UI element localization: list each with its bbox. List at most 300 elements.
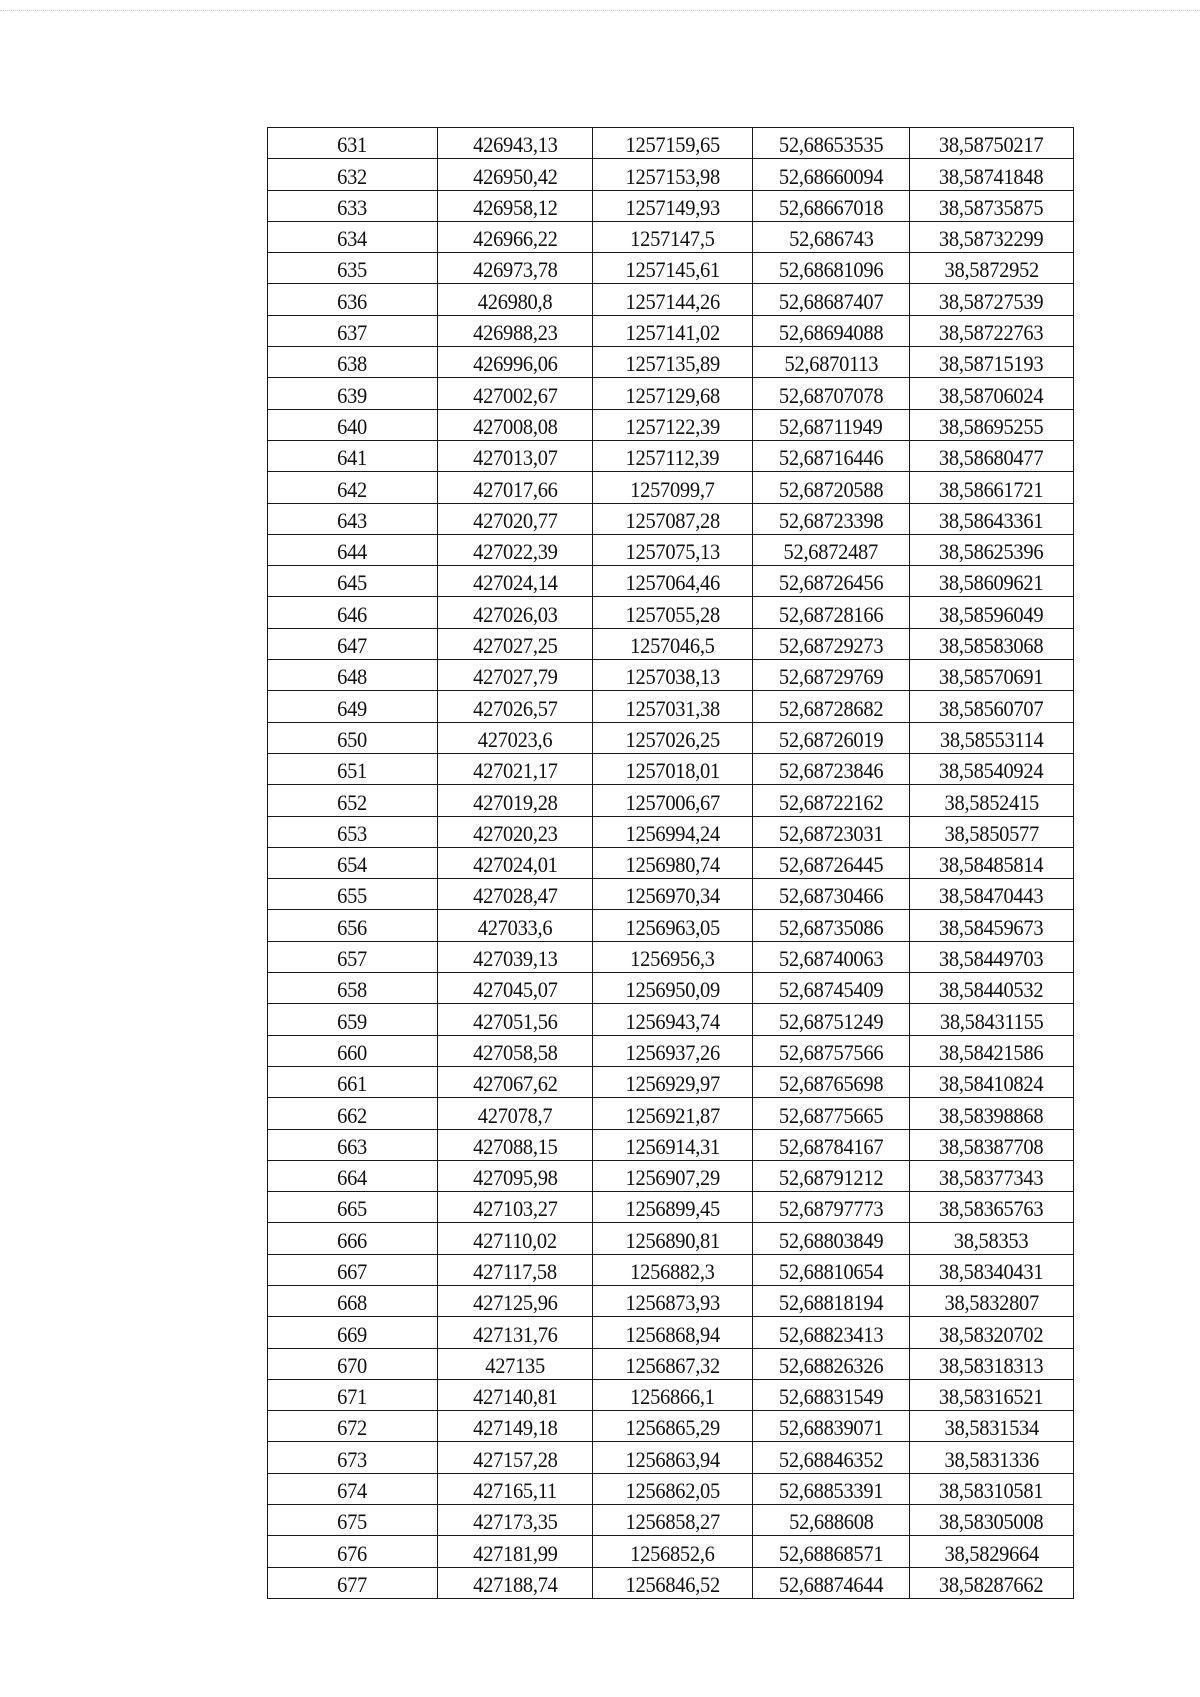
cell-text: 52,68653535 xyxy=(778,132,884,158)
table-row xyxy=(268,1411,1074,1442)
y-coordinate-cell xyxy=(593,785,753,816)
cell-text: 639 xyxy=(337,382,368,408)
x-coordinate-cell xyxy=(438,347,593,378)
cell-text: 660 xyxy=(337,1039,368,1065)
cell-text: 52,68660094 xyxy=(778,163,884,189)
cell-text: 52,68667018 xyxy=(778,194,884,220)
latitude-cell xyxy=(753,190,910,221)
cell-text: 38,58449703 xyxy=(939,946,1044,972)
cell-text: 1256950,09 xyxy=(625,977,720,1003)
x-coordinate-cell xyxy=(438,440,593,471)
cell-text: 52,68723846 xyxy=(778,758,884,784)
cell-text: 1256980,74 xyxy=(625,852,720,878)
cell-text: 38,58727539 xyxy=(939,288,1044,314)
cell-text: 38,58421586 xyxy=(939,1039,1044,1065)
cell-text: 427051,56 xyxy=(472,1008,558,1034)
cell-text: 38,5832807 xyxy=(944,1290,1039,1316)
cell-text: 1256858,27 xyxy=(625,1509,720,1535)
point-number-cell xyxy=(268,378,438,409)
cell-text: 427020,77 xyxy=(472,507,558,533)
cell-text: 1256937,26 xyxy=(625,1039,720,1065)
latitude-cell xyxy=(753,1066,910,1097)
cell-text: 631 xyxy=(337,132,368,158)
cell-text: 1256929,97 xyxy=(625,1071,720,1097)
latitude-cell xyxy=(753,1411,910,1442)
longitude-cell xyxy=(910,1285,1074,1316)
x-coordinate-cell xyxy=(438,566,593,597)
cell-text: 649 xyxy=(337,695,368,721)
cell-text: 52,68726456 xyxy=(778,570,884,596)
longitude-cell xyxy=(910,221,1074,252)
table-row xyxy=(268,128,1074,159)
cell-text: 52,68846352 xyxy=(778,1446,884,1472)
cell-text: 669 xyxy=(337,1321,368,1347)
cell-text: 676 xyxy=(337,1540,368,1566)
cell-text: 1257135,89 xyxy=(625,351,720,377)
latitude-cell xyxy=(753,1442,910,1473)
y-coordinate-cell xyxy=(593,1473,753,1504)
cell-text: 426943,13 xyxy=(472,132,558,158)
table-row xyxy=(268,503,1074,534)
latitude-cell xyxy=(753,378,910,409)
x-coordinate-cell xyxy=(438,1098,593,1129)
x-coordinate-cell xyxy=(438,503,593,534)
cell-text: 427149,18 xyxy=(472,1415,558,1441)
table-row xyxy=(268,315,1074,346)
longitude-cell xyxy=(910,1317,1074,1348)
y-coordinate-cell xyxy=(593,503,753,534)
latitude-cell xyxy=(753,534,910,565)
cell-text: 52,68728166 xyxy=(778,601,884,627)
longitude-cell xyxy=(910,128,1074,159)
x-coordinate-cell xyxy=(438,879,593,910)
latitude-cell xyxy=(753,159,910,190)
cell-text: 38,58722763 xyxy=(939,320,1044,346)
y-coordinate-cell xyxy=(593,253,753,284)
scan-top-edge-line xyxy=(0,10,1200,11)
table-row xyxy=(268,628,1074,659)
x-coordinate-cell xyxy=(438,534,593,565)
latitude-cell xyxy=(753,941,910,972)
cell-text: 52,68765698 xyxy=(778,1071,884,1097)
cell-text: 52,68730466 xyxy=(778,883,884,909)
cell-text: 52,68687407 xyxy=(778,288,884,314)
cell-text: 52,68839071 xyxy=(778,1415,884,1441)
cell-text: 52,68681096 xyxy=(778,257,884,283)
x-coordinate-cell xyxy=(438,1536,593,1567)
point-number-cell xyxy=(268,879,438,910)
cell-text: 38,58377343 xyxy=(939,1165,1044,1191)
point-number-cell xyxy=(268,1348,438,1379)
x-coordinate-cell xyxy=(438,159,593,190)
cell-text: 38,58398868 xyxy=(939,1102,1044,1128)
cell-text: 38,58353 xyxy=(954,1227,1029,1253)
cell-text: 663 xyxy=(337,1133,368,1159)
table-row xyxy=(268,1505,1074,1536)
point-number-cell xyxy=(268,1411,438,1442)
latitude-cell xyxy=(753,597,910,628)
latitude-cell xyxy=(753,253,910,284)
y-coordinate-cell xyxy=(593,190,753,221)
y-coordinate-cell xyxy=(593,973,753,1004)
point-number-cell xyxy=(268,1317,438,1348)
y-coordinate-cell xyxy=(593,378,753,409)
latitude-cell xyxy=(753,1160,910,1191)
cell-text: 1257075,13 xyxy=(625,539,720,565)
x-coordinate-cell xyxy=(438,1473,593,1504)
cell-text: 427039,13 xyxy=(472,946,558,972)
cell-text: 635 xyxy=(337,257,368,283)
x-coordinate-cell xyxy=(438,1192,593,1223)
cell-text: 1256868,94 xyxy=(625,1321,720,1347)
x-coordinate-cell xyxy=(438,409,593,440)
longitude-cell xyxy=(910,566,1074,597)
table-row xyxy=(268,378,1074,409)
cell-text: 1257159,65 xyxy=(625,132,720,158)
longitude-cell xyxy=(910,503,1074,534)
x-coordinate-cell xyxy=(438,660,593,691)
latitude-cell xyxy=(753,1098,910,1129)
x-coordinate-cell xyxy=(438,1004,593,1035)
cell-text: 1257149,93 xyxy=(625,194,720,220)
cell-text: 1256943,74 xyxy=(625,1008,720,1034)
cell-text: 1257006,67 xyxy=(625,789,720,815)
point-number-cell xyxy=(268,628,438,659)
x-coordinate-cell xyxy=(438,1066,593,1097)
cell-text: 38,58320702 xyxy=(939,1321,1044,1347)
cell-text: 52,68722162 xyxy=(778,789,884,815)
table-row xyxy=(268,347,1074,378)
cell-text: 1257026,25 xyxy=(625,726,720,752)
longitude-cell xyxy=(910,1567,1074,1598)
latitude-cell xyxy=(753,284,910,315)
point-number-cell xyxy=(268,1160,438,1191)
y-coordinate-cell xyxy=(593,1379,753,1410)
y-coordinate-cell xyxy=(593,597,753,628)
y-coordinate-cell xyxy=(593,1098,753,1129)
longitude-cell xyxy=(910,691,1074,722)
cell-text: 38,58305008 xyxy=(939,1509,1044,1535)
cell-text: 427188,74 xyxy=(472,1571,558,1597)
table-row xyxy=(268,1567,1074,1598)
point-number-cell xyxy=(268,1192,438,1223)
cell-text: 1257153,98 xyxy=(625,163,720,189)
cell-text: 427095,98 xyxy=(472,1165,558,1191)
longitude-cell xyxy=(910,1254,1074,1285)
y-coordinate-cell xyxy=(593,1066,753,1097)
cell-text: 38,58661721 xyxy=(939,476,1044,502)
cell-text: 654 xyxy=(337,852,368,878)
cell-text: 634 xyxy=(337,226,368,252)
latitude-cell xyxy=(753,785,910,816)
cell-text: 657 xyxy=(337,946,368,972)
x-coordinate-cell xyxy=(438,785,593,816)
cell-text: 638 xyxy=(337,351,368,377)
point-number-cell xyxy=(268,1223,438,1254)
point-number-cell xyxy=(268,910,438,941)
cell-text: 427008,08 xyxy=(472,413,558,439)
cell-text: 38,58318313 xyxy=(939,1352,1044,1378)
longitude-cell xyxy=(910,973,1074,1004)
latitude-cell xyxy=(753,1473,910,1504)
cell-text: 38,5852415 xyxy=(944,789,1039,815)
x-coordinate-cell xyxy=(438,221,593,252)
x-coordinate-cell xyxy=(438,1411,593,1442)
cell-text: 427013,07 xyxy=(472,445,558,471)
point-number-cell xyxy=(268,1035,438,1066)
longitude-cell xyxy=(910,1066,1074,1097)
cell-text: 1257144,26 xyxy=(625,288,720,314)
cell-text: 1257087,28 xyxy=(625,507,720,533)
point-number-cell xyxy=(268,284,438,315)
longitude-cell xyxy=(910,910,1074,941)
point-number-cell xyxy=(268,566,438,597)
longitude-cell xyxy=(910,1536,1074,1567)
cell-text: 52,68729769 xyxy=(778,664,884,690)
cell-text: 670 xyxy=(337,1352,368,1378)
cell-text: 52,68729273 xyxy=(778,633,884,659)
cell-text: 1257038,13 xyxy=(625,664,720,690)
table-row xyxy=(268,409,1074,440)
cell-text: 427045,07 xyxy=(472,977,558,1003)
cell-text: 52,68831549 xyxy=(778,1384,884,1410)
cell-text: 427028,47 xyxy=(472,883,558,909)
cell-text: 52,68757566 xyxy=(778,1039,884,1065)
longitude-cell xyxy=(910,1379,1074,1410)
table-row xyxy=(268,597,1074,628)
table-row xyxy=(268,660,1074,691)
cell-text: 641 xyxy=(337,445,368,471)
x-coordinate-cell xyxy=(438,910,593,941)
cell-text: 672 xyxy=(337,1415,368,1441)
cell-text: 645 xyxy=(337,570,368,596)
table-row xyxy=(268,472,1074,503)
y-coordinate-cell xyxy=(593,1442,753,1473)
cell-text: 1256963,05 xyxy=(625,914,720,940)
y-coordinate-cell xyxy=(593,1567,753,1598)
table-row xyxy=(268,1160,1074,1191)
point-number-cell xyxy=(268,347,438,378)
cell-text: 1256867,32 xyxy=(625,1352,720,1378)
point-number-cell xyxy=(268,1004,438,1035)
x-coordinate-cell xyxy=(438,973,593,1004)
cell-text: 427088,15 xyxy=(472,1133,558,1159)
cell-text: 426958,12 xyxy=(472,194,558,220)
cell-text: 637 xyxy=(337,320,368,346)
cell-text: 1257055,28 xyxy=(625,601,720,627)
table-row xyxy=(268,1348,1074,1379)
cell-text: 1256852,6 xyxy=(630,1540,715,1566)
longitude-cell xyxy=(910,1098,1074,1129)
cell-text: 38,5831336 xyxy=(944,1446,1039,1472)
cell-text: 38,58316521 xyxy=(939,1384,1044,1410)
latitude-cell xyxy=(753,440,910,471)
y-coordinate-cell xyxy=(593,847,753,878)
cell-text: 52,68745409 xyxy=(778,977,884,1003)
cell-text: 1256846,52 xyxy=(625,1571,720,1597)
cell-text: 38,58732299 xyxy=(939,226,1044,252)
cell-text: 673 xyxy=(337,1446,368,1472)
cell-text: 1257099,7 xyxy=(630,476,715,502)
point-number-cell xyxy=(268,1473,438,1504)
point-number-cell xyxy=(268,597,438,628)
point-number-cell xyxy=(268,253,438,284)
y-coordinate-cell xyxy=(593,1505,753,1536)
cell-text: 38,58570691 xyxy=(939,664,1044,690)
latitude-cell xyxy=(753,910,910,941)
latitude-cell xyxy=(753,1192,910,1223)
latitude-cell xyxy=(753,1379,910,1410)
cell-text: 52,68735086 xyxy=(778,914,884,940)
x-coordinate-cell xyxy=(438,1160,593,1191)
table-row xyxy=(268,1536,1074,1567)
y-coordinate-cell xyxy=(593,159,753,190)
y-coordinate-cell xyxy=(593,221,753,252)
point-number-cell xyxy=(268,847,438,878)
latitude-cell xyxy=(753,1035,910,1066)
latitude-cell xyxy=(753,660,910,691)
coordinates-table-body xyxy=(268,128,1074,1599)
cell-text: 38,58540924 xyxy=(939,758,1044,784)
y-coordinate-cell xyxy=(593,1348,753,1379)
cell-text: 1256907,29 xyxy=(625,1165,720,1191)
cell-text: 52,68874644 xyxy=(778,1571,884,1597)
x-coordinate-cell xyxy=(438,1254,593,1285)
latitude-cell xyxy=(753,691,910,722)
x-coordinate-cell xyxy=(438,1567,593,1598)
cell-text: 427140,81 xyxy=(472,1384,558,1410)
cell-text: 38,58365763 xyxy=(939,1196,1044,1222)
latitude-cell xyxy=(753,1348,910,1379)
table-row xyxy=(268,785,1074,816)
y-coordinate-cell xyxy=(593,753,753,784)
x-coordinate-cell xyxy=(438,1379,593,1410)
longitude-cell xyxy=(910,753,1074,784)
cell-text: 52,686743 xyxy=(788,226,874,252)
longitude-cell xyxy=(910,409,1074,440)
table-row xyxy=(268,1379,1074,1410)
cell-text: 1256914,31 xyxy=(625,1133,720,1159)
x-coordinate-cell xyxy=(438,941,593,972)
cell-text: 1256899,45 xyxy=(625,1196,720,1222)
longitude-cell xyxy=(910,534,1074,565)
point-number-cell xyxy=(268,159,438,190)
longitude-cell xyxy=(910,1035,1074,1066)
cell-text: 52,68726445 xyxy=(778,852,884,878)
cell-text: 1257129,68 xyxy=(625,382,720,408)
cell-text: 52,68797773 xyxy=(778,1196,884,1222)
y-coordinate-cell xyxy=(593,941,753,972)
y-coordinate-cell xyxy=(593,628,753,659)
y-coordinate-cell xyxy=(593,1317,753,1348)
table-row xyxy=(268,910,1074,941)
cell-text: 38,58735875 xyxy=(939,194,1044,220)
latitude-cell xyxy=(753,1254,910,1285)
cell-text: 427125,96 xyxy=(472,1290,558,1316)
point-number-cell xyxy=(268,315,438,346)
y-coordinate-cell xyxy=(593,347,753,378)
cell-text: 52,68723031 xyxy=(778,820,884,846)
table-row xyxy=(268,1192,1074,1223)
table-row xyxy=(268,440,1074,471)
y-coordinate-cell xyxy=(593,722,753,753)
longitude-cell xyxy=(910,1223,1074,1254)
cell-text: 675 xyxy=(337,1509,368,1535)
y-coordinate-cell xyxy=(593,440,753,471)
cell-text: 427022,39 xyxy=(472,539,558,565)
point-number-cell xyxy=(268,440,438,471)
point-number-cell xyxy=(268,660,438,691)
cell-text: 643 xyxy=(337,507,368,533)
cell-text: 644 xyxy=(337,539,368,565)
table-row xyxy=(268,253,1074,284)
x-coordinate-cell xyxy=(438,1285,593,1316)
table-row xyxy=(268,534,1074,565)
longitude-cell xyxy=(910,1442,1074,1473)
cell-text: 1256862,05 xyxy=(625,1478,720,1504)
cell-text: 651 xyxy=(337,758,368,784)
x-coordinate-cell xyxy=(438,597,593,628)
cell-text: 52,68818194 xyxy=(778,1290,884,1316)
cell-text: 1256882,3 xyxy=(630,1258,715,1284)
cell-text: 38,58596049 xyxy=(939,601,1044,627)
cell-text: 52,6872487 xyxy=(783,539,879,565)
table-row xyxy=(268,1035,1074,1066)
table-row xyxy=(268,1066,1074,1097)
latitude-cell xyxy=(753,347,910,378)
y-coordinate-cell xyxy=(593,1129,753,1160)
x-coordinate-cell xyxy=(438,284,593,315)
cell-text: 1257046,5 xyxy=(630,633,715,659)
longitude-cell xyxy=(910,159,1074,190)
y-coordinate-cell xyxy=(593,816,753,847)
table-row xyxy=(268,753,1074,784)
cell-text: 426980,8 xyxy=(477,288,553,314)
longitude-cell xyxy=(910,1129,1074,1160)
x-coordinate-cell xyxy=(438,753,593,784)
y-coordinate-cell xyxy=(593,534,753,565)
cell-text: 38,58340431 xyxy=(939,1258,1044,1284)
cell-text: 38,58715193 xyxy=(939,351,1044,377)
table-row xyxy=(268,941,1074,972)
point-number-cell xyxy=(268,128,438,159)
y-coordinate-cell xyxy=(593,472,753,503)
table-row xyxy=(268,284,1074,315)
cell-text: 648 xyxy=(337,664,368,690)
latitude-cell xyxy=(753,1004,910,1035)
cell-text: 38,5829664 xyxy=(944,1540,1039,1566)
cell-text: 427021,17 xyxy=(472,758,558,784)
latitude-cell xyxy=(753,1223,910,1254)
cell-text: 427017,66 xyxy=(472,476,558,502)
x-coordinate-cell xyxy=(438,1129,593,1160)
latitude-cell xyxy=(753,1317,910,1348)
y-coordinate-cell xyxy=(593,409,753,440)
longitude-cell xyxy=(910,472,1074,503)
point-number-cell xyxy=(268,1098,438,1129)
cell-text: 52,68853391 xyxy=(778,1478,884,1504)
table-row xyxy=(268,1285,1074,1316)
cell-text: 38,58459673 xyxy=(939,914,1044,940)
y-coordinate-cell xyxy=(593,879,753,910)
cell-text: 38,58695255 xyxy=(939,413,1044,439)
point-number-cell xyxy=(268,722,438,753)
cell-text: 1257141,02 xyxy=(625,320,720,346)
table-row xyxy=(268,1473,1074,1504)
cell-text: 427002,67 xyxy=(472,382,558,408)
cell-text: 52,68726019 xyxy=(778,726,884,752)
latitude-cell xyxy=(753,315,910,346)
